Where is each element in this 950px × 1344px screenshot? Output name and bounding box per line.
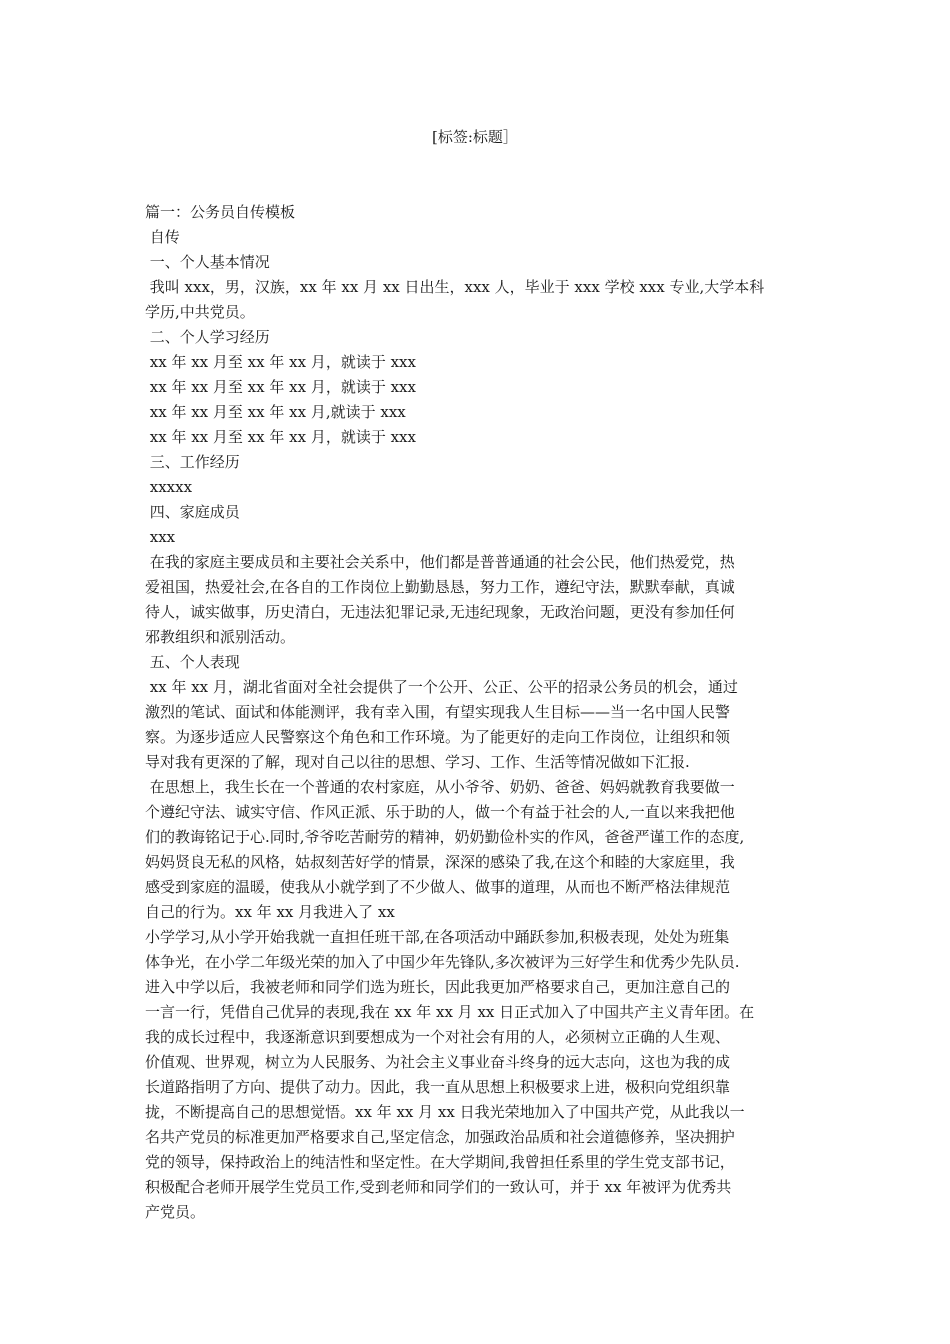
text-line: 自传 xyxy=(145,228,180,246)
text-line: 体争光，在小学二年级光荣的加入了中国少年先锋队,多次被评为三好学生和优秀少先队员. xyxy=(145,953,740,971)
section-heading: 篇一：公务员自传模板 xyxy=(145,203,296,221)
text-line: 拢，不断提高自己的思想觉悟。xx 年 xx 月 xx 日我光荣地加入了中国共产党，从此我以一 xyxy=(145,1103,745,1121)
text-line: 待人，诚实做事，历史清白，无违法犯罪记录,无违纪现象，无政治问题，更没有参加任何 xyxy=(145,603,735,621)
text-line: 积极配合老师开展学生党员工作,受到老师和同学们的一致认可，并于 xx 年被评为优秀共 xyxy=(145,1178,732,1196)
text-line: xxx xyxy=(145,528,176,546)
text-line: xxxxx xyxy=(145,478,193,496)
text-line: 在我的家庭主要成员和主要社会关系中，他们都是普普通通的社会公民，他们热爱党，热 xyxy=(145,553,735,571)
text-line: 导对我有更深的了解，现对自己以往的思想、学习、工作、生活等情况做如下汇报. xyxy=(145,753,690,771)
text-line: 二、个人学习经历 xyxy=(145,328,270,346)
text-line: 名共产党员的标准更加严格要求自己,坚定信念，加强政治品质和社会道德修养，坚决拥护 xyxy=(145,1128,735,1146)
text-line: 察。为逐步适应人民警察这个角色和工作环境。为了能更好的走向工作岗位，让组织和领 xyxy=(145,728,731,746)
text-line: 长道路指明了方向、提供了动力。因此，我一直从思想上积极要求上进，极积向党组织靠 xyxy=(145,1078,731,1096)
text-line: 我叫 xxx，男，汉族，xx 年 xx 月 xx 日出生，xxx 人，毕业于 xxx 学校 xxx 专业,大学本科 xyxy=(145,278,765,296)
document-lines xyxy=(145,225,813,1225)
text-line: xx 年 xx 月至 xx 年 xx 月，就读于 xxx xyxy=(145,378,416,396)
text-line: 一言一行，凭借自己优异的表现,我在 xx 年 xx 月 xx 日正式加入了中国共产主义青年团。在 xyxy=(145,1003,755,1021)
text-line: 产党员。 xyxy=(145,1203,206,1221)
text-line: 一、个人基本情况 xyxy=(145,253,270,271)
text-line: 激烈的笔试、面试和体能测评，我有幸入围，有望实现我人生目标——当一名中国人民警 xyxy=(145,703,731,721)
text-line: 自己的行为。xx 年 xx 月我进入了 xx xyxy=(145,903,395,921)
text-line: xx 年 xx 月至 xx 年 xx 月，就读于 xxx xyxy=(145,353,416,371)
text-line: 们的教诲铭记于心.同时,爷爷吃苦耐劳的精神，奶奶勤俭朴实的作风，爸爸严谨工作的态度, xyxy=(145,828,745,846)
text-line: 四、家庭成员 xyxy=(145,503,240,521)
text-line: xx 年 xx 月至 xx 年 xx 月，就读于 xxx xyxy=(145,428,416,446)
document-body xyxy=(145,200,813,1225)
text-line: 感受到家庭的温暖，使我从小就学到了不少做人、做事的道理，从而也不断严格法律规范 xyxy=(145,878,731,896)
text-line: 学历,中共党员。 xyxy=(145,303,255,321)
text-line: 我的成长过程中，我逐渐意识到要想成为一个对社会有用的人，必须树立正确的人生观、 xyxy=(145,1028,731,1046)
text-line: 个遵纪守法、诚实守信、作风正派、乐于助的人，做一个有益于社会的人,一直以来我把他 xyxy=(145,803,735,821)
text-line: 小学学习,从小学开始我就一直担任班干部,在各项活动中踊跃参加,积极表现，处处为班集 xyxy=(145,928,730,946)
text-line: 三、工作经历 xyxy=(145,453,240,471)
text-line: 党的领导，保持政治上的纯洁性和坚定性。在大学期间,我曾担任系里的学生党支部书记， xyxy=(145,1153,735,1171)
text-line: 进入中学以后，我被老师和同学们选为班长，因此我更加严格要求自己，更加注意自己的 xyxy=(145,978,731,996)
text-line: 五、个人表现 xyxy=(145,653,240,671)
page-title: [标签:标题］ xyxy=(432,128,518,146)
text-line: xx 年 xx 月至 xx 年 xx 月,就读于 xxx xyxy=(145,403,406,421)
text-line: 价值观、世界观，树立为人民服务、为社会主义事业奋斗终身的远大志向，这也为我的成 xyxy=(145,1053,731,1071)
text-line: 爱祖国，热爱社会,在各自的工作岗位上勤勤恳恳，努力工作，遵纪守法，默默奉献，真诚 xyxy=(145,578,735,596)
text-line: 在思想上，我生长在一个普通的农村家庭，从小爷爷、奶奶、爸爸、妈妈就教育我要做一 xyxy=(145,778,735,796)
text-line: 妈妈贤良无私的风格，姑叔刻苦好学的情景，深深的感染了我,在这个和睦的大家庭里，我 xyxy=(145,853,735,871)
text-line: 邪教组织和派别活动。 xyxy=(145,628,296,646)
text-line: xx 年 xx 月，湖北省面对全社会提供了一个公开、公正、公平的招录公务员的机会，通过 xyxy=(145,678,738,696)
